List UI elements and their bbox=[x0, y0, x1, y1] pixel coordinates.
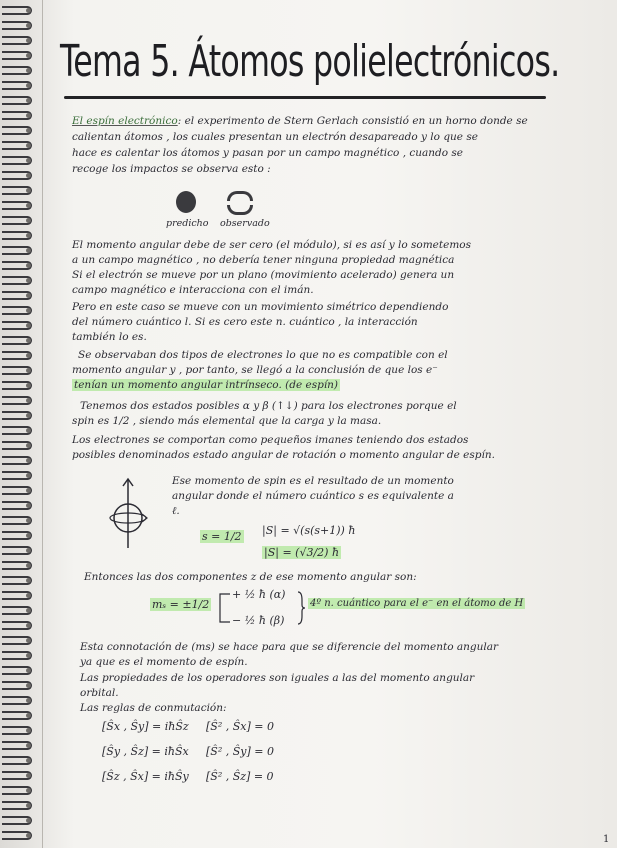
punch-hole bbox=[26, 773, 31, 778]
punch-hole bbox=[26, 608, 31, 613]
s-value-formula: s = 1/2 bbox=[202, 530, 242, 543]
para1-line-4: campo magnético e interacciona con el imán. bbox=[72, 284, 314, 296]
para2-line-1: Pero en este caso se mueve con un movimiento simétrico dependiendo bbox=[72, 301, 449, 313]
margin-line bbox=[42, 0, 43, 848]
punch-hole bbox=[26, 518, 31, 523]
punch-hole bbox=[26, 713, 31, 718]
commutator-right: [Ŝ² , Ŝy] = 0 bbox=[206, 745, 274, 758]
para1-line-2: a un campo magnético , no debería tener ninguna propiedad magnética bbox=[72, 254, 455, 266]
para6-line-1: Ese momento de spin es el resultado de un momento bbox=[172, 475, 454, 487]
ms-note: 4º n. cuántico para el e⁻ en el átomo de H bbox=[310, 598, 524, 609]
caption-predicted: predicho bbox=[166, 218, 209, 229]
punch-hole bbox=[26, 218, 31, 223]
punch-hole bbox=[26, 653, 31, 658]
ms-minus: − ½ ħ (β) bbox=[232, 614, 285, 627]
para6-line-2: angular donde el número cuántico s es equivalente a bbox=[172, 490, 454, 502]
predicted-impact-shape bbox=[176, 191, 196, 213]
punch-hole bbox=[26, 23, 31, 28]
caption-observed: observado bbox=[220, 218, 270, 229]
para5-line-1: Los electrones se comportan como pequeños imanes teniendo dos estados bbox=[72, 434, 469, 446]
para1-line-3: Si el electrón se mueve por un plano (movimiento acelerado) genera un bbox=[72, 269, 455, 281]
ms-branch-arrows bbox=[218, 590, 232, 626]
commutator-left: [Ŝx , Ŝy] = iħŜz bbox=[102, 720, 189, 733]
punch-hole bbox=[26, 548, 31, 553]
punch-hole bbox=[26, 743, 31, 748]
punch-hole bbox=[26, 623, 31, 628]
punch-hole bbox=[26, 368, 31, 373]
punch-hole bbox=[26, 578, 31, 583]
intro-line-1: El espín electrónico: el experimento de Stern Gerlach consistió en un horno donde se bbox=[72, 115, 528, 127]
punch-hole bbox=[26, 413, 31, 418]
ms-label: mₛ = ±1/2 bbox=[152, 598, 210, 611]
punch-hole bbox=[26, 638, 31, 643]
title-underline bbox=[64, 96, 546, 99]
punch-hole bbox=[26, 533, 31, 538]
punch-hole bbox=[26, 323, 31, 328]
spin-sphere-diagram bbox=[108, 476, 154, 552]
abs-s-formula: |S| = √(s(s+1)) ħ bbox=[262, 524, 356, 537]
punch-hole bbox=[26, 458, 31, 463]
punch-hole bbox=[26, 728, 31, 733]
punch-hole bbox=[26, 128, 31, 133]
punch-hole bbox=[26, 113, 31, 118]
punch-hole bbox=[26, 173, 31, 178]
punch-hole bbox=[26, 158, 31, 163]
para3-line-3: tenían un momento angular intrínseco. (de espín) bbox=[74, 379, 339, 391]
punch-hole bbox=[26, 383, 31, 388]
punch-hole bbox=[26, 143, 31, 148]
punch-hole bbox=[26, 683, 31, 688]
punch-hole bbox=[26, 398, 31, 403]
punch-hole bbox=[26, 698, 31, 703]
para3-line-1: Se observaban dos tipos de electrones lo que no es compatible con el bbox=[78, 349, 448, 361]
punch-hole bbox=[26, 38, 31, 43]
abs-s-result: |S| = (√3/2) ħ bbox=[264, 546, 340, 559]
punch-hole bbox=[26, 68, 31, 73]
punch-hole bbox=[26, 338, 31, 343]
punch-hole bbox=[26, 503, 31, 508]
commutator-left: [Ŝz , Ŝx] = iħŜy bbox=[102, 770, 189, 783]
intro-label: El espín electrónico bbox=[72, 115, 178, 127]
ms-brace bbox=[296, 590, 306, 626]
punch-hole bbox=[26, 443, 31, 448]
para2-line-3: también lo es. bbox=[72, 331, 147, 343]
para7-line-2: ya que es el momento de espín. bbox=[80, 656, 248, 668]
para7-line-3: Las propiedades de los operadores son iguales a las del momento angular bbox=[80, 672, 475, 684]
ms-plus: + ½ ħ (α) bbox=[232, 588, 286, 601]
para7-line-1: Esta connotación de (ms) se hace para que se diferencie del momento angular bbox=[80, 641, 499, 653]
para5-line-2: posibles denominados estado angular de rotación o momento angular de espín. bbox=[72, 449, 495, 461]
punch-hole bbox=[26, 53, 31, 58]
para1-line-1: El momento angular debe de ser cero (el módulo), si es así y lo sometemos bbox=[72, 239, 471, 251]
components-line: Entonces las dos componentes z de ese momento angular son: bbox=[84, 571, 417, 583]
punch-hole bbox=[26, 593, 31, 598]
punch-hole bbox=[26, 833, 31, 838]
punch-hole bbox=[26, 8, 31, 13]
punch-hole bbox=[26, 308, 31, 313]
para4-line-1: Tenemos dos estados posibles α y β (↑↓) para los electrones porque el bbox=[80, 400, 457, 412]
commutator-right: [Ŝ² , Ŝx] = 0 bbox=[206, 720, 274, 733]
punch-hole bbox=[26, 263, 31, 268]
punch-hole bbox=[26, 293, 31, 298]
punch-hole bbox=[26, 818, 31, 823]
para7-line-5: Las reglas de conmutación: bbox=[80, 702, 227, 714]
page-number: 1 bbox=[603, 834, 610, 845]
para3-line-2: momento angular y , por tanto, se llegó a la conclusión de que los e⁻ bbox=[72, 364, 438, 376]
spiral-binding bbox=[0, 0, 40, 848]
observed-impact-top bbox=[227, 191, 253, 201]
punch-hole bbox=[26, 98, 31, 103]
punch-hole bbox=[26, 668, 31, 673]
punch-hole bbox=[26, 278, 31, 283]
page-title: Tema 5. Átomos polielectrónicos. bbox=[60, 36, 560, 87]
para6-line-3: ℓ. bbox=[172, 505, 180, 517]
punch-hole bbox=[26, 353, 31, 358]
para7-line-4: orbital. bbox=[80, 687, 119, 699]
punch-hole bbox=[26, 473, 31, 478]
punch-hole bbox=[26, 233, 31, 238]
commutator-right: [Ŝ² , Ŝz] = 0 bbox=[206, 770, 274, 783]
para4-line-2: spin es 1/2 , siendo más elemental que la carga y la masa. bbox=[72, 415, 382, 427]
punch-hole bbox=[26, 248, 31, 253]
intro-line-4: recoge los impactos se observa esto : bbox=[72, 163, 271, 175]
punch-hole bbox=[26, 188, 31, 193]
punch-hole bbox=[26, 83, 31, 88]
intro-line-3: hace es calentar los átomos y pasan por un campo magnético , cuando se bbox=[72, 147, 464, 159]
commutator-left: [Ŝy , Ŝz] = iħŜx bbox=[102, 745, 189, 758]
intro-line-2: calientan átomos , los cuales presentan un electrón desapareado y lo que se bbox=[72, 131, 478, 143]
punch-hole bbox=[26, 428, 31, 433]
punch-hole bbox=[26, 203, 31, 208]
punch-hole bbox=[26, 803, 31, 808]
punch-hole bbox=[26, 563, 31, 568]
punch-hole bbox=[26, 488, 31, 493]
para2-line-2: del número cuántico l. Si es cero este n. cuántico , la interacción bbox=[72, 316, 418, 328]
punch-hole bbox=[26, 758, 31, 763]
punch-hole bbox=[26, 788, 31, 793]
